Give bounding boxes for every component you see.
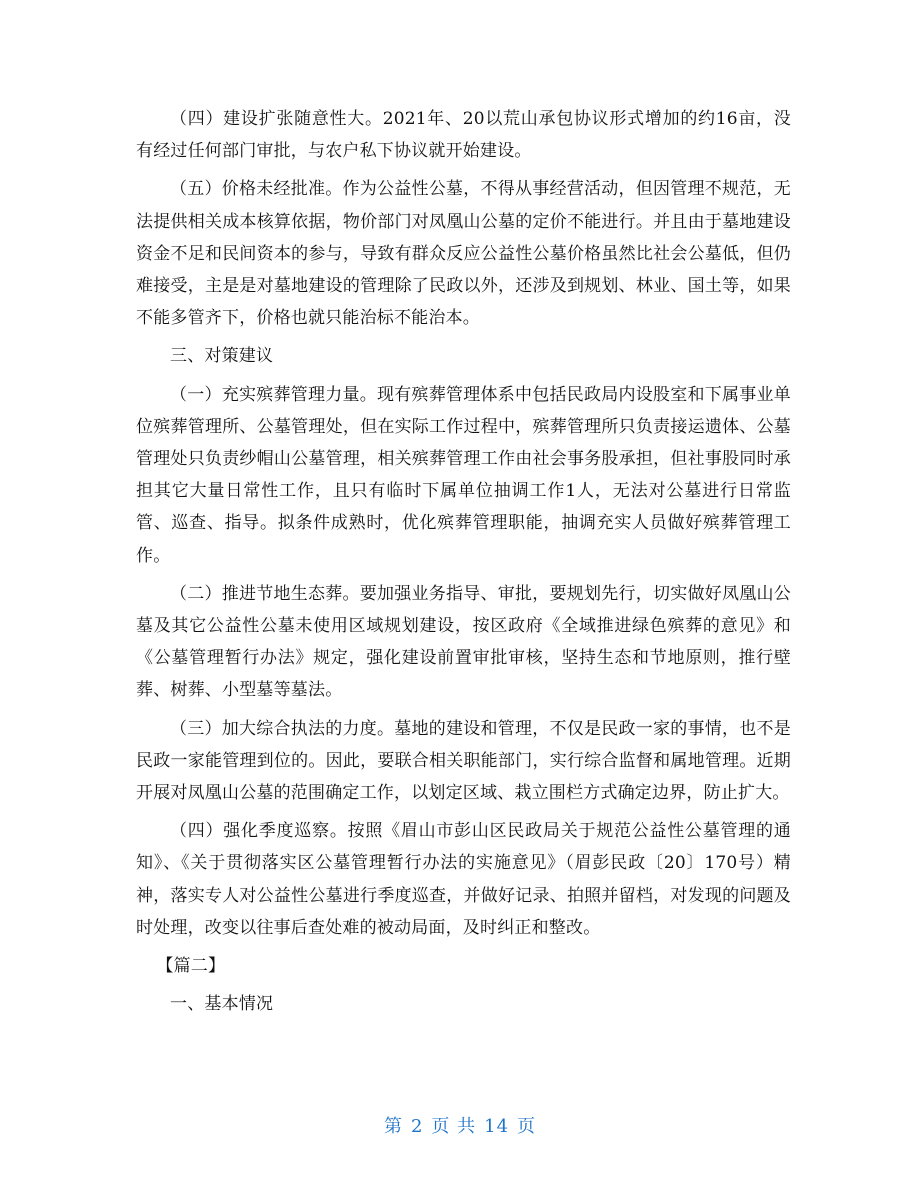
- paragraph-1-management-force: （一）充实殡葬管理力量。现有殡葬管理体系中包括民政局内设股室和下属事业单位殡葬管理所、公墓管理处，但在实际工作过程中，殡葬管理所只负责接运遗体、公墓管理处只负责纱帽山公墓管理，相关殡葬管理工作由社会事务股承担，但社事股同时承担其它大量日常性工作，且只有临时下属单位抽调工作1人，无法对公墓进行日常监管、巡查、指导。拟条件成熟时，优化殡葬管理职能，抽调充实人员做好殡葬管理工作。: [136, 384, 791, 566]
- paragraph-2-eco-burial: （二）推进节地生态葬。要加强业务指导、审批，要规划先行，切实做好凤凰山公墓及其它公益性公墓未使用区域规划建设，按区政府《全域推进绿色殡葬的意见》和《公墓管理暂行办法》规定，强化建设前置审批审核，坚持生态和节地原则，推行壁葬、树葬、小型墓等墓法。: [136, 583, 791, 701]
- section-heading-countermeasures: 三、对策建议: [170, 346, 274, 367]
- footer-middle: 页 共: [431, 1116, 477, 1137]
- page-footer: [0, 1112, 920, 1138]
- footer-total-pages: 14: [484, 1116, 510, 1137]
- paragraph-4-inspection: （四）强化季度巡察。按照《眉山市彭山区民政局关于规范公益性公墓管理的通知》、《关于贯彻落实区公墓管理暂行办法的实施意见》（眉彭民政〔20〕170号）精神，落实专人对公益性公墓进行季度巡查，并做好记录、拍照并留档，对发现的问题及时处理，改变以往事后查处难的被动局面，及时纠正和整改。: [136, 821, 791, 938]
- chapter-heading-part-two: 【篇二】: [156, 956, 226, 977]
- footer-suffix: 页: [517, 1116, 537, 1137]
- paragraph-3-enforcement: （三）加大综合执法的力度。墓地的建设和管理，不仅是民政一家的事情，也不是民政一家能管理到位的。因此，要联合相关职能部门，实行综合监督和属地管理。近期开展对凤凰山公墓的范围确定工作，以划定区域、栽立围栏方式确定边界，防止扩大。: [136, 718, 791, 804]
- section-heading-basic-situation: 一、基本情况: [170, 994, 274, 1015]
- document-body: [136, 103, 791, 1026]
- paragraph-5-pricing: （五）价格未经批准。作为公益性公墓，不得从事经营活动，但因管理不规范，无法提供相关成本核算依据，物价部门对凤凰山公墓的定价不能进行。并且由于墓地建设资金不足和民间资本的参与，导致有群众反应公益性公墓价格虽然比社会公墓低，但仍难接受，主是是对墓地建设的管理除了民政以外，还涉及到规划、林业、国土等，如果不能多管齐下，价格也就只能治标不能治本。: [136, 179, 791, 329]
- footer-prefix: 第: [383, 1116, 403, 1137]
- paragraph-4-expansion: （四）建设扩张随意性大。2021年、20以荒山承包协议形式增加的约16亩，没有经过任何部门审批，与农户私下协议就开始建设。: [136, 109, 791, 162]
- footer-page-number: 2: [410, 1116, 424, 1137]
